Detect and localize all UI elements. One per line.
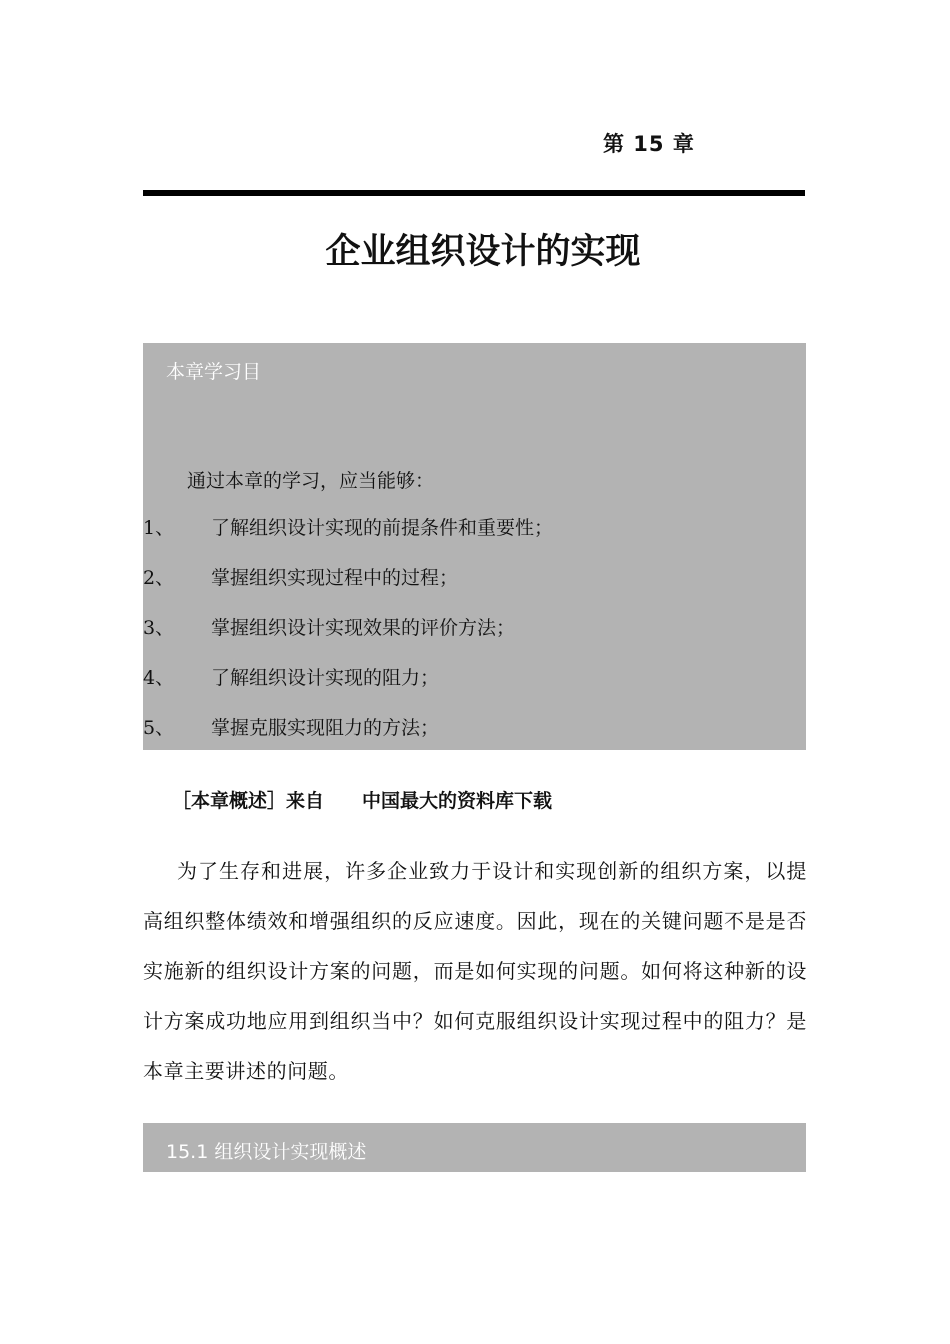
objective-text: 掌握组织设计实现效果的评价方法； <box>211 617 516 639</box>
objective-item <box>143 566 553 616</box>
objective-text: 掌握组织实现过程中的过程； <box>211 567 459 589</box>
objective-item <box>143 516 553 566</box>
chapter-number: 第 15 章 <box>603 132 695 156</box>
learning-objectives-box <box>143 343 806 750</box>
chapter-summary-title: ［本章概述］来自 中国最大的资料库下载 <box>172 790 553 812</box>
section-heading-bar <box>143 1123 806 1172</box>
objective-number: 1、 <box>143 517 175 539</box>
objective-item <box>143 716 553 766</box>
objective-number: 2、 <box>143 567 175 589</box>
chapter-title: 企业组织设计的实现 <box>325 232 641 272</box>
objective-text: 掌握克服实现阻力的方法； <box>211 717 440 739</box>
section-title: 15.1 组织设计实现概述 <box>166 1141 367 1163</box>
objective-number: 3、 <box>143 617 175 639</box>
objective-text: 了解组织设计实现的阻力； <box>211 667 440 689</box>
chapter-summary-body: 为了生存和进展，许多企业致力于设计和实现创新的组织方案，以提高组织整体绩效和增强组织的反应速度。因此，现在的关键问题不是是否实施新的组织设计方案的问题，而是如何实现的问题。如何将这种新的设计方案成功地应用到组织当中？如何克服组织设计实现过程中的阻力？是本章主要讲述的问题。 <box>143 859 807 1083</box>
objectives-heading: 本章学习目 <box>166 361 262 383</box>
objectives-list <box>143 516 553 766</box>
objective-text: 了解组织设计实现的前提条件和重要性； <box>211 517 554 539</box>
objective-number: 4、 <box>143 667 175 689</box>
objective-item <box>143 616 553 666</box>
objective-item <box>143 666 553 716</box>
objective-number: 5、 <box>143 717 175 739</box>
objectives-intro: 通过本章的学习，应当能够： <box>187 470 435 492</box>
chapter-rule <box>143 190 805 196</box>
